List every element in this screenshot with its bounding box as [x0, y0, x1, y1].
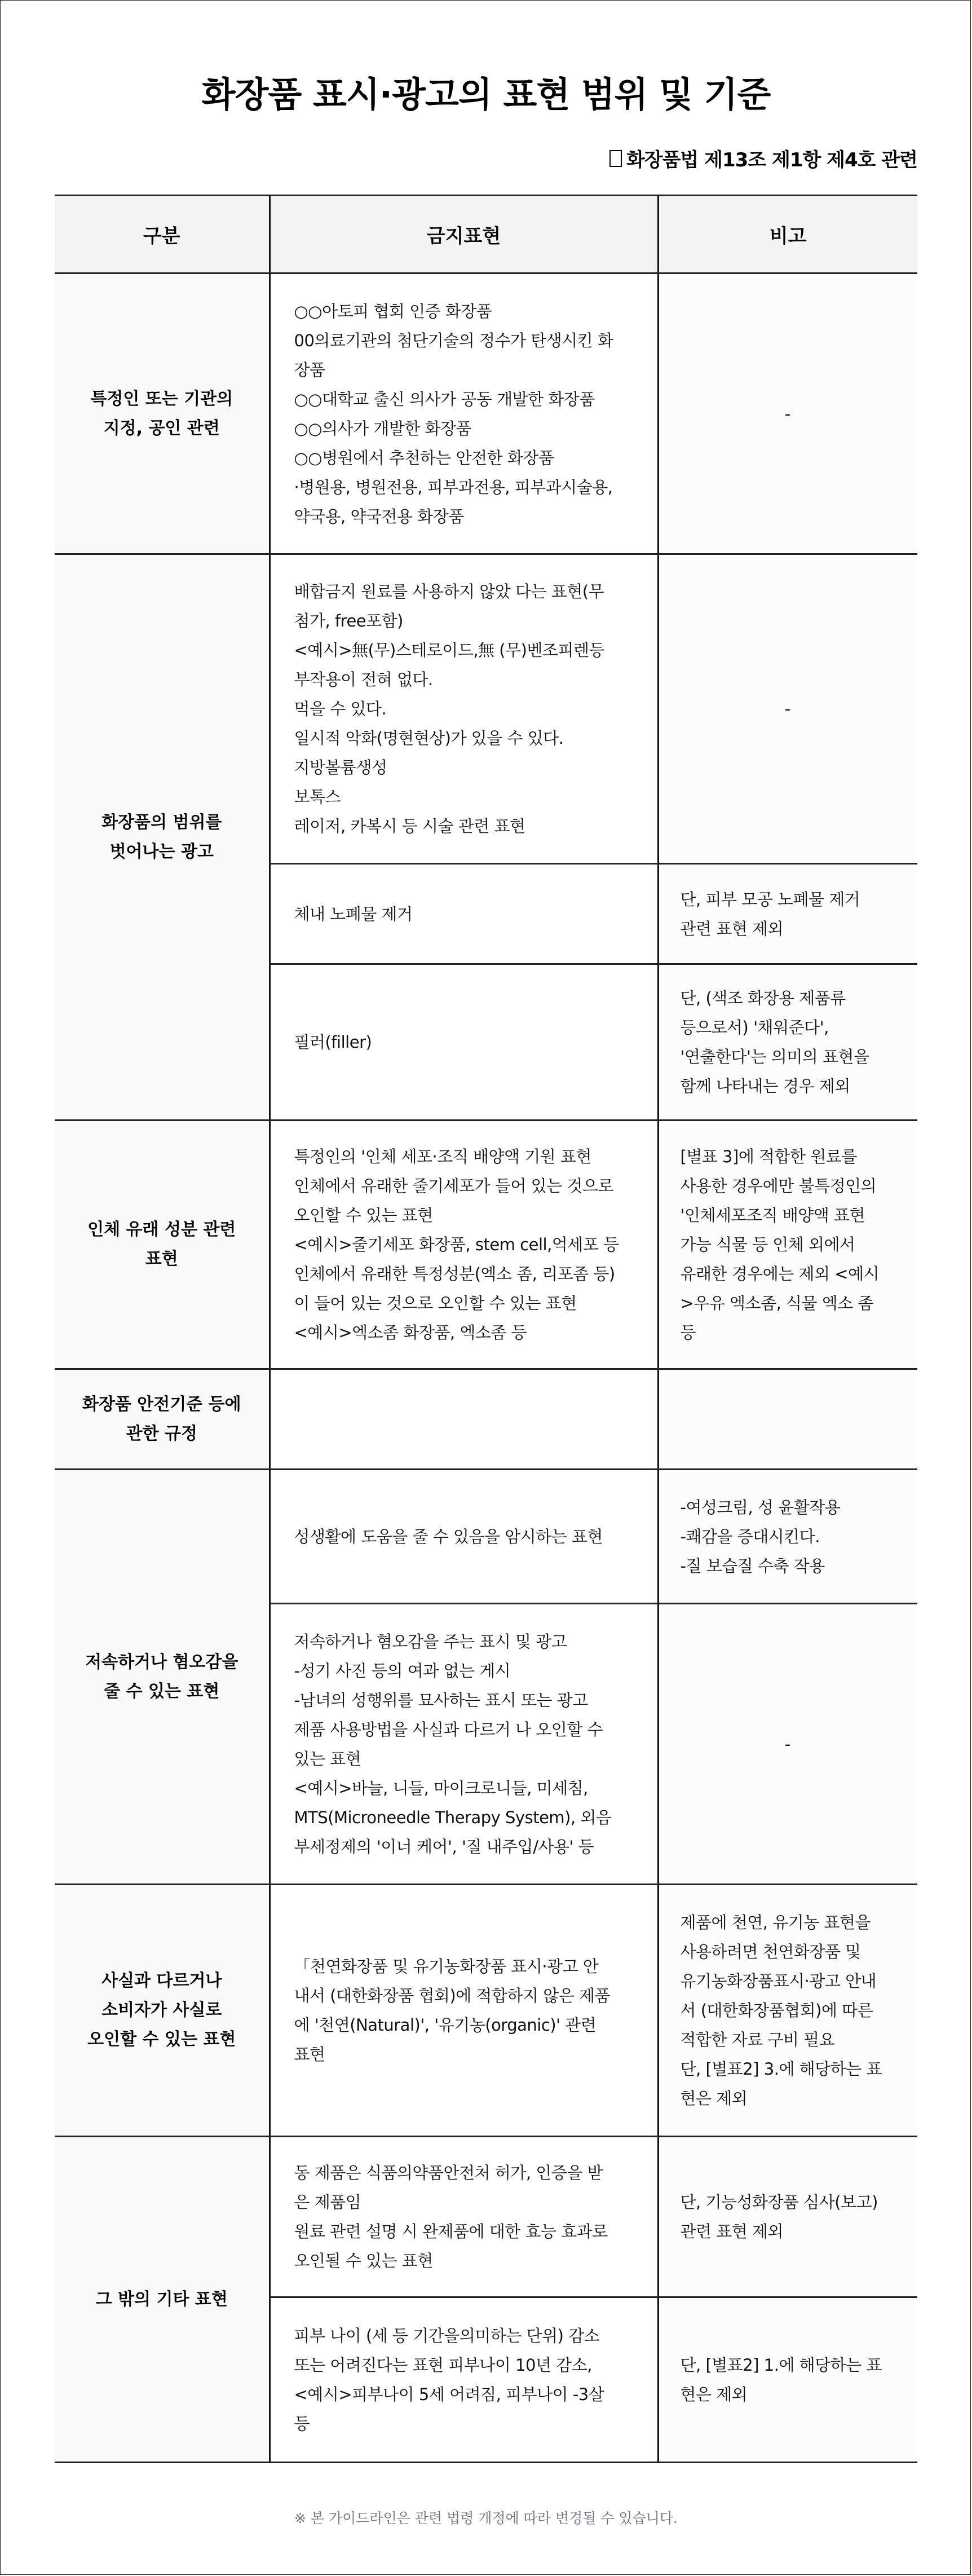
prohibited-expression-cell: [269, 1604, 658, 1885]
prohibited-expression-line: 제품 사용방법을 사실과 다르거 나 오인할 수: [294, 1719, 603, 1739]
prohibited-expression-line: 인체에서 유래한 특정성분(엑소 좀, 리포좀 등): [294, 1264, 615, 1283]
remarks-line: 현은 제외: [680, 2089, 748, 2108]
table-row: [55, 274, 917, 554]
category-label-line: 화장품 안전기준 등에: [82, 1394, 241, 1414]
remarks-line: '인체세포조직 배양액 표현: [680, 1206, 865, 1225]
category-label-line: 특정인 또는 기관의: [90, 389, 233, 409]
remarks-cell: [658, 2297, 917, 2463]
prohibited-expression-line: ○○의사가 개발한 화장품: [294, 418, 472, 438]
category-label-line: 화장품의 범위를: [101, 812, 222, 832]
law-reference: [609, 144, 917, 172]
remarks-cell: [658, 1369, 917, 1470]
remarks-line: 서 (대한화장품협회)에 따른: [680, 2001, 873, 2020]
prohibited-expression-line: 00의료기관의 첨단기술의 정수가 탄생시킨 화: [294, 330, 613, 350]
category-label-line: 줄 수 있는 표현: [104, 1681, 220, 1701]
remarks-line: -쾌감을 증대시킨다.: [680, 1527, 820, 1546]
prohibited-expression-line: <예시>無(무)스테로이드,無 (무)벤조피렌등: [294, 641, 604, 660]
remarks-line: -질 보습질 수축 작용: [680, 1556, 825, 1576]
prohibited-expression-cell: [269, 1470, 658, 1604]
category-label-line: 오인할 수 있는 표현: [87, 2030, 236, 2049]
prohibited-expression-line: 또는 어려진다는 표현 피부나이 10년 감소,: [294, 2356, 592, 2375]
table-row: [55, 1121, 917, 1369]
remarks-line: 유기농화장품표시·광고 안내: [680, 1971, 877, 1991]
prohibited-expression-line: 지방볼륨생성: [294, 758, 387, 777]
table-body: [55, 274, 917, 2463]
category-label-line: 사실과 다르거나: [101, 1971, 222, 1991]
prohibited-expression-line: 있는 표현: [294, 1749, 361, 1768]
prohibited-expression-line: -성기 사진 등의 여과 없는 게시: [294, 1661, 511, 1680]
prohibited-expression-line: 동 제품은 식품의약품안전처 허가, 인증을 받: [294, 2163, 603, 2182]
prohibited-expression-cell: [269, 1885, 658, 2137]
prohibited-expression-line: ○○대학교 출신 의사가 공동 개발한 화장품: [294, 389, 595, 409]
remarks-cell: [658, 964, 917, 1121]
remarks-line: 등: [680, 1323, 696, 1342]
prohibited-expression-line: 부작용이 전혀 없다.: [294, 670, 433, 689]
guideline-table: [55, 195, 917, 2463]
prohibited-expression-line: -남녀의 성행위를 묘사하는 표시 또는 광고: [294, 1690, 588, 1710]
remarks-cell: [658, 864, 917, 964]
category-label-line: 지정, 공인 관련: [103, 418, 220, 438]
remarks-line: 적합한 자료 구비 필요: [680, 2030, 835, 2049]
remarks-cell: [658, 1121, 917, 1369]
prohibited-expression-line: <예시>줄기세포 화장품, stem cell,억세포 등: [294, 1235, 619, 1254]
prohibited-expression-line: ○○병원에서 추천하는 안전한 화장품: [294, 448, 554, 467]
remarks-line: 사용한 경우에만 불특정인의: [680, 1176, 877, 1196]
remarks-line: 함께 나타내는 경우 제외: [680, 1077, 850, 1096]
table-row: [55, 1369, 917, 1470]
prohibited-expression-line: 일시적 악화(명현현상)가 있을 수 있다.: [294, 729, 564, 748]
prohibited-expression-line: MTS(Microneedle Therapy System), 외음: [294, 1807, 612, 1827]
prohibited-expression-line: 체내 노폐물 제거: [294, 904, 413, 924]
prohibited-expression-cell: [269, 1369, 658, 1470]
remarks-line: '연출한다'는 의미의 표현을: [680, 1047, 869, 1066]
remarks-line: -: [784, 699, 790, 718]
prohibited-expression-line: <예시>피부나이 5세 어려짐, 피부나이 -3살: [294, 2385, 604, 2404]
checkbox-icon: [609, 150, 622, 167]
prohibited-expression-line: 장품: [294, 360, 325, 380]
table-row: [55, 1885, 917, 2137]
column-header-category: 구분: [55, 196, 269, 274]
prohibited-expression-line: 등: [294, 2414, 310, 2433]
remarks-cell: [658, 2137, 917, 2297]
prohibited-expression-cell: [269, 964, 658, 1121]
prohibited-expression-line: <예시>엑소좀 화장품, 엑소좀 등: [294, 1323, 527, 1342]
remarks-line: 등으로서) '채워준다',: [680, 1018, 829, 1037]
table-row: [55, 2137, 917, 2297]
remarks-line: -여성크림, 성 윤활작용: [680, 1497, 841, 1517]
prohibited-expression-line: 오인할 수 있는 표현: [294, 1206, 433, 1225]
prohibited-expression-cell: [269, 2297, 658, 2463]
prohibited-expression-line: 성생활에 도움을 줄 수 있음을 암시하는 표현: [294, 1527, 603, 1546]
category-cell: [55, 2137, 269, 2463]
remarks-line: >우유 엑소좀, 식물 엑소 좀: [680, 1294, 874, 1313]
prohibited-expression-line: ○○아토피 협회 인증 화장품: [294, 301, 492, 321]
prohibited-expression-line: 배합금지 원료를 사용하지 않았 다는 표현(무: [294, 582, 604, 601]
prohibited-expression-line: 피부 나이 (세 등 기간을의미하는 단위) 감소: [294, 2326, 600, 2345]
prohibited-expression-line: 은 제품임: [294, 2193, 361, 2212]
remarks-cell: [658, 1885, 917, 2137]
category-label-line: 그 밖의 기타 표현: [95, 2289, 228, 2309]
prohibited-expression-line: 첨가, free포함): [294, 611, 403, 630]
prohibited-expression-line: 보톡스: [294, 787, 341, 806]
table-row: [55, 554, 917, 864]
prohibited-expression-line: 특정인의 '인체 세포·조직 배양액 기원 표현: [294, 1147, 592, 1166]
category-cell: [55, 1369, 269, 1470]
prohibited-expression-line: 필러(filler): [294, 1033, 372, 1052]
remarks-line: 단, 기능성화장품 심사(보고): [680, 2193, 878, 2212]
prohibited-expression-line: 에 '천연(Natural)', '유기농(organic)' 관련: [294, 2015, 597, 2035]
category-cell: [55, 1470, 269, 1885]
prohibited-expression-cell: [269, 274, 658, 554]
remarks-line: 단, [별표2] 3.에 해당하는 표: [680, 2059, 882, 2079]
prohibited-expression-line: 레이저, 카복시 등 시술 관련 표현: [294, 817, 525, 836]
remarks-line: -: [784, 404, 790, 424]
remarks-line: 관련 표현 제외: [680, 2222, 784, 2241]
prohibited-expression-line: 오인될 수 있는 표현: [294, 2251, 433, 2270]
prohibited-expression-line: 「천연화장품 및 유기농화장품 표시·광고 안: [294, 1957, 599, 1976]
category-label-line: 소비자가 사실로: [101, 2000, 222, 2020]
category-cell: [55, 274, 269, 554]
prohibited-expression-line: 부세정제의 '이너 케어', '질 내주입/사용' 등: [294, 1837, 594, 1856]
table-row: [55, 1470, 917, 1604]
remarks-line: 유래한 경우에는 제외 <예시: [680, 1264, 880, 1283]
remarks-line: 사용하려면 천연화장품 및: [680, 1942, 861, 1961]
category-label-line: 표현: [145, 1249, 178, 1269]
law-reference-text: 화장품법 제13조 제1항 제4호 관련: [626, 149, 917, 171]
prohibited-expression-line: 인체에서 유래한 줄기세포가 들어 있는 것으로: [294, 1176, 613, 1196]
remarks-line: [별표 3]에 적합한 원료를: [680, 1147, 857, 1166]
remarks-line: 단, (색조 화장용 제품류: [680, 989, 846, 1008]
prohibited-expression-line: 표현: [294, 2045, 325, 2064]
remarks-line: 관련 표현 제외: [680, 919, 784, 938]
column-header-remarks: 비고: [658, 196, 917, 274]
remarks-line: 단, 피부 모공 노폐물 제거: [680, 889, 860, 909]
prohibited-expression-cell: [269, 554, 658, 864]
prohibited-expression-line: 이 들어 있는 것으로 오인할 수 있는 표현: [294, 1294, 577, 1313]
remarks-cell: [658, 274, 917, 554]
prohibited-expression-line: 내서 (대한화장품 협회)에 적합하지 않은 제품: [294, 1986, 610, 2005]
remarks-cell: [658, 1470, 917, 1604]
remarks-line: 단, [별표2] 1.에 해당하는 표: [680, 2356, 882, 2375]
category-cell: [55, 1121, 269, 1369]
prohibited-expression-line: ·병원용, 병원전용, 피부과전용, 피부과시술용,: [294, 477, 613, 497]
category-label-line: 관한 규정: [126, 1423, 197, 1444]
category-label-line: 저속하거나 혐오감을: [85, 1652, 238, 1672]
column-header-prohibited: 금지표현: [269, 196, 658, 274]
prohibited-expression-cell: [269, 1121, 658, 1369]
remarks-line: 현은 제외: [680, 2385, 748, 2404]
footer-note: ※ 본 가이드라인은 관련 법령 개정에 따라 변경될 수 있습니다.: [294, 2510, 678, 2526]
remarks-line: -: [784, 1734, 790, 1754]
prohibited-expression-line: 저속하거나 혐오감을 주는 표시 및 광고: [294, 1631, 567, 1651]
table-header-row: [55, 196, 917, 274]
category-label-line: 벗어나는 광고: [109, 841, 214, 862]
remarks-line: 가능 식물 등 인체 외에서: [680, 1235, 855, 1254]
prohibited-expression-line: 먹을 수 있다.: [294, 699, 387, 718]
remarks-cell: [658, 554, 917, 864]
page-title: 화장품 표시·광고의 표현 범위 및 기준: [201, 74, 771, 115]
category-cell: [55, 1885, 269, 2137]
prohibited-expression-line: 원료 관련 설명 시 완제품에 대한 효능 효과로: [294, 2222, 608, 2241]
category-label-line: 인체 유래 성분 관련: [87, 1220, 236, 1240]
prohibited-expression-line: 약국용, 약국전용 화장품: [294, 506, 464, 526]
prohibited-expression-cell: [269, 2137, 658, 2297]
prohibited-expression-line: <예시>바늘, 니들, 마이크로니들, 미세침,: [294, 1778, 588, 1798]
category-cell: [55, 554, 269, 1121]
prohibited-expression-cell: [269, 864, 658, 964]
remarks-cell: [658, 1604, 917, 1885]
remarks-line: 제품에 천연, 유기농 표현을: [680, 1913, 871, 1932]
